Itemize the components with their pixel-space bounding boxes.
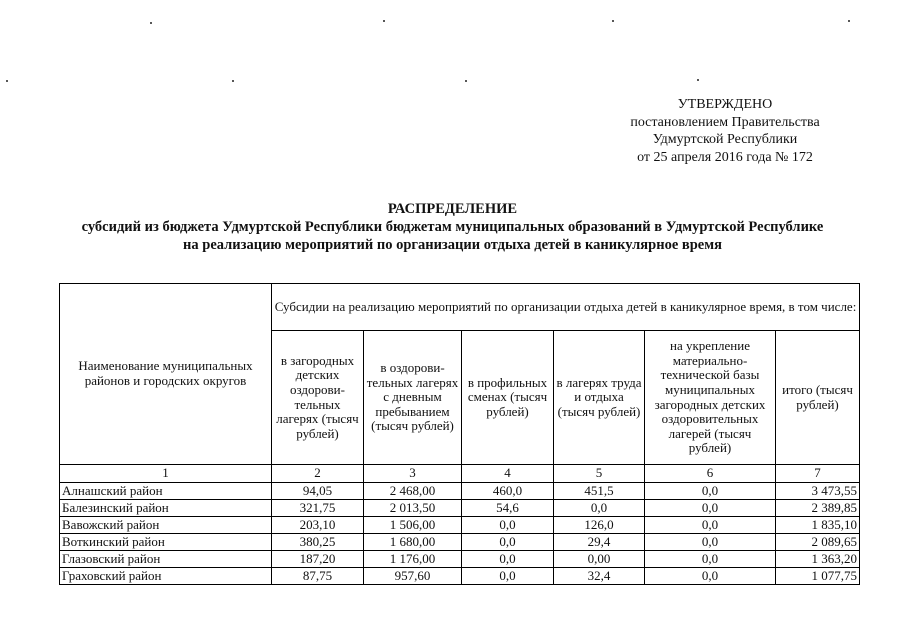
cell-value: 87,75	[272, 568, 364, 585]
table-row	[60, 551, 860, 568]
subsidy-table	[59, 283, 860, 585]
district-name: Граховский район	[60, 568, 272, 585]
header-col: в лагерях труда и отдыха (тысяч рублей)	[554, 331, 645, 465]
cell-value: 94,05	[272, 483, 364, 500]
cell-value: 32,4	[554, 568, 645, 585]
column-number: 6	[645, 465, 776, 483]
cell-value: 203,10	[272, 517, 364, 534]
header-col: в профильных сменах (тысяч рублей)	[462, 331, 554, 465]
title-line: на реализацию мероприятий по организации отдыха детей в каникулярное время	[183, 237, 722, 253]
table-row	[60, 483, 860, 500]
column-number: 1	[60, 465, 272, 483]
column-number: 4	[462, 465, 554, 483]
scan-speck	[150, 22, 152, 24]
column-number: 3	[364, 465, 462, 483]
cell-value: 2 013,50	[364, 500, 462, 517]
cell-value: 126,0	[554, 517, 645, 534]
header-name: Наименование муниципальных районов и городских округов	[60, 284, 272, 465]
cell-total: 1 363,20	[776, 551, 860, 568]
column-number: 2	[272, 465, 364, 483]
scan-speck	[6, 80, 8, 82]
cell-total: 1 835,10	[776, 517, 860, 534]
approval-date: от 25 апреля 2016 года № 172	[637, 149, 813, 165]
district-name: Воткинский район	[60, 534, 272, 551]
title-line: субсидий из бюджета Удмуртской Республики бюджетам муниципальных образований в Удмуртской Республике	[81, 219, 824, 235]
district-name: Алнашский район	[60, 483, 272, 500]
table-row	[60, 568, 860, 585]
cell-value: 0,0	[462, 517, 554, 534]
cell-value: 0,00	[554, 551, 645, 568]
scan-speck	[612, 20, 614, 22]
cell-value: 0,0	[554, 500, 645, 517]
column-number: 5	[554, 465, 645, 483]
cell-value: 0,0	[462, 551, 554, 568]
cell-total: 3 473,55	[776, 483, 860, 500]
cell-value: 0,0	[645, 517, 776, 534]
header-col: итого (тысяч рублей)	[776, 331, 860, 465]
cell-value: 0,0	[645, 568, 776, 585]
district-name: Балезинский район	[60, 500, 272, 517]
cell-value: 1 680,00	[364, 534, 462, 551]
scan-speck	[232, 80, 234, 82]
table-row	[60, 500, 860, 517]
district-name: Вавожский район	[60, 517, 272, 534]
header-col: в оздорови-тельных лагерях с дневным пребыванием (тысяч рублей)	[364, 331, 462, 465]
cell-value: 451,5	[554, 483, 645, 500]
cell-value: 0,0	[462, 534, 554, 551]
document-title	[0, 200, 905, 254]
cell-value: 0,0	[645, 483, 776, 500]
cell-value: 1 176,00	[364, 551, 462, 568]
cell-value: 380,25	[272, 534, 364, 551]
column-number: 7	[776, 465, 860, 483]
cell-value: 187,20	[272, 551, 364, 568]
scan-speck	[383, 20, 385, 22]
header-col: в загородных детских оздорови-тельных лагерях (тысяч рублей)	[272, 331, 364, 465]
cell-value: 1 506,00	[364, 517, 462, 534]
cell-value: 0,0	[645, 534, 776, 551]
header-group: Субсидии на реализацию мероприятий по организации отдыха детей в каникулярное время, в том числе:	[272, 284, 860, 331]
cell-value: 0,0	[462, 568, 554, 585]
cell-value: 2 468,00	[364, 483, 462, 500]
header-col: на укрепление материально-технической базы муниципальных загородных детских оздоровительных лагерей (тысяч рублей)	[645, 331, 776, 465]
title-main: РАСПРЕДЕЛЕНИЕ	[387, 201, 518, 217]
cell-value: 957,60	[364, 568, 462, 585]
table-row	[60, 534, 860, 551]
cell-value: 460,0	[462, 483, 554, 500]
approval-heading: УТВЕРЖДЕНО	[677, 97, 773, 112]
cell-value: 0,0	[645, 551, 776, 568]
approval-line: постановлением Правительства	[630, 114, 820, 130]
district-name: Глазовский район	[60, 551, 272, 568]
cell-value: 321,75	[272, 500, 364, 517]
scan-speck	[848, 20, 850, 22]
cell-value: 29,4	[554, 534, 645, 551]
scan-speck	[697, 79, 699, 81]
cell-total: 1 077,75	[776, 568, 860, 585]
approval-line: Удмуртской Республики	[652, 132, 798, 147]
cell-value: 54,6	[462, 500, 554, 517]
cell-total: 2 089,65	[776, 534, 860, 551]
cell-total: 2 389,85	[776, 500, 860, 517]
cell-value: 0,0	[645, 500, 776, 517]
table-row	[60, 517, 860, 534]
scan-speck	[465, 80, 467, 82]
approval-stamp	[600, 96, 850, 166]
